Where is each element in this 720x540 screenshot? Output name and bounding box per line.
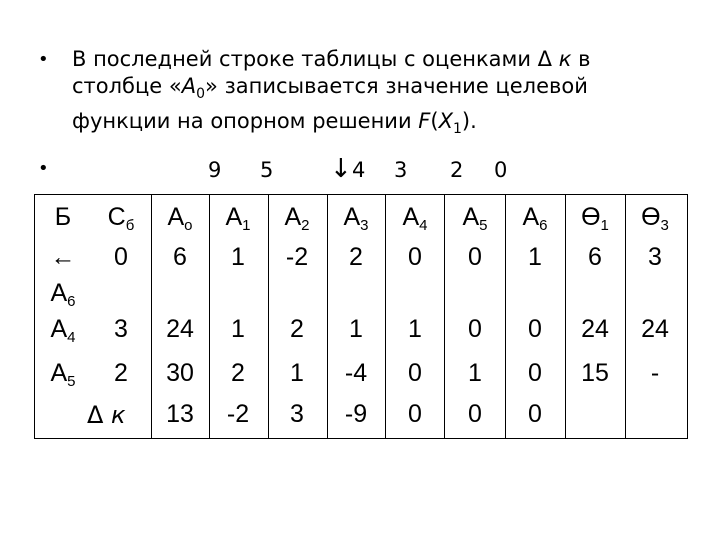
subscript: 1 [452, 121, 462, 137]
table-cell: 15 [581, 359, 609, 387]
table-cell: - [650, 359, 660, 387]
coef-value: 4 [352, 158, 366, 182]
text-fragment: столбце « [72, 74, 182, 98]
column-divider [505, 195, 506, 438]
subscript: 1 [242, 217, 251, 234]
table-cell: 1 [349, 315, 363, 343]
header-theta1 [567, 203, 623, 240]
header-text: А [522, 203, 540, 231]
subscript: 2 [301, 217, 310, 234]
header-a3 [328, 203, 384, 240]
text-fragment: » записывается значение целевой [205, 74, 588, 98]
simplex-table [34, 194, 688, 439]
header-theta3 [627, 203, 683, 240]
basis-text: А [50, 279, 68, 307]
k-symbol: к [111, 401, 126, 429]
basis-text: А [50, 315, 68, 343]
table-cell: 2 [349, 243, 363, 271]
table-cell: -2 [285, 243, 309, 271]
subscript: 5 [479, 217, 488, 234]
bullet-item-1 [32, 46, 692, 143]
subscript: 1 [600, 217, 609, 234]
table-cell: 1 [408, 315, 422, 343]
delta-cell: -9 [344, 400, 368, 428]
subscript: 4 [419, 217, 428, 234]
basis-var [43, 359, 83, 396]
header-cb [97, 203, 145, 240]
bullet-mark: • [38, 158, 49, 179]
column-divider [444, 195, 445, 438]
table-cell: 6 [173, 243, 187, 271]
coef-value: 3 [394, 158, 408, 182]
text-fragment: В последней строке таблицы с оценками Δ [72, 47, 559, 71]
subscript: 0 [196, 86, 206, 102]
text-fragment: функции на опорном решении [72, 109, 419, 133]
table-cell: 0 [408, 359, 422, 387]
coef-value: 9 [208, 158, 222, 182]
table-cell: 1 [290, 359, 304, 387]
cb-value: 2 [114, 359, 128, 387]
bullet-mark: • [38, 49, 49, 70]
coef-value: 0 [494, 158, 508, 182]
header-a6 [507, 203, 563, 240]
table-cell: 3 [648, 243, 662, 271]
subscript: 3 [360, 217, 369, 234]
basis-text: А [50, 359, 68, 387]
coef-value: 2 [450, 158, 464, 182]
table-cell: 0 [468, 243, 482, 271]
delta-cell: 0 [468, 400, 482, 428]
subscript: 5 [67, 373, 76, 390]
table-cell: 0 [528, 359, 542, 387]
header-a0 [152, 203, 208, 240]
header-a2 [269, 203, 325, 240]
subscript: 3 [660, 217, 669, 234]
basis-var [43, 279, 83, 316]
header-text: Ө [641, 203, 661, 231]
cb-value: 3 [114, 315, 128, 343]
delta-cell: -2 [226, 400, 250, 428]
basis-var [43, 315, 83, 352]
subscript: 6 [67, 293, 76, 310]
x-symbol: X [438, 109, 453, 133]
a0-symbol: A [181, 74, 197, 98]
header-text: А [284, 203, 302, 231]
column-divider [385, 195, 386, 438]
delta-cell: 3 [290, 400, 304, 428]
bullet-list [32, 46, 692, 143]
header-text: Ө [581, 203, 601, 231]
header-basis: Б [54, 203, 72, 231]
table-cell: 1 [231, 315, 245, 343]
subscript: 4 [67, 329, 76, 346]
subscript: о [184, 217, 193, 234]
subscript: б [125, 217, 135, 234]
table-cell: 2 [290, 315, 304, 343]
arrow-down-icon: ↓ [330, 154, 352, 184]
table-cell: 24 [581, 315, 609, 343]
f-symbol: F [418, 109, 431, 133]
table-cell: 1 [468, 359, 482, 387]
table-cell: 1 [231, 243, 245, 271]
header-text: А [167, 203, 185, 231]
bullet-line-3 [72, 108, 692, 143]
text-fragment: ). [461, 109, 477, 133]
header-text: А [402, 203, 420, 231]
bullet-line-1 [72, 46, 692, 73]
delta-cell: 0 [528, 400, 542, 428]
column-divider [565, 195, 566, 438]
header-text: А [462, 203, 480, 231]
table-cell: 24 [641, 315, 669, 343]
table-cell: -4 [344, 359, 368, 387]
subscript: 6 [539, 217, 548, 234]
header-text: А [225, 203, 243, 231]
bullet-line-2 [72, 73, 692, 108]
header-text: А [343, 203, 361, 231]
header-a1 [210, 203, 266, 240]
coefficient-row [32, 154, 692, 186]
table-cell: 6 [588, 243, 602, 271]
delta-cell: 13 [166, 400, 194, 428]
table-cell: 30 [166, 359, 194, 387]
header-text: С [107, 203, 126, 231]
text-fragment: в [571, 47, 591, 71]
column-divider [625, 195, 626, 438]
coef-value: 5 [260, 158, 274, 182]
k-symbol: к [558, 47, 572, 71]
leaving-arrow-icon: ← [50, 243, 76, 271]
table-cell: 0 [408, 243, 422, 271]
header-a5 [447, 203, 503, 240]
table-cell: 0 [468, 315, 482, 343]
table-cell: 24 [166, 315, 194, 343]
table-cell: 1 [528, 243, 542, 271]
text-fragment: ( [430, 109, 439, 133]
cb-value: 0 [114, 243, 128, 271]
table-cell: 0 [528, 315, 542, 343]
delta-label [87, 401, 126, 429]
header-a4 [387, 203, 443, 240]
delta-text: Δ [87, 401, 112, 429]
delta-cell: 0 [408, 400, 422, 428]
table-cell: 2 [231, 359, 245, 387]
